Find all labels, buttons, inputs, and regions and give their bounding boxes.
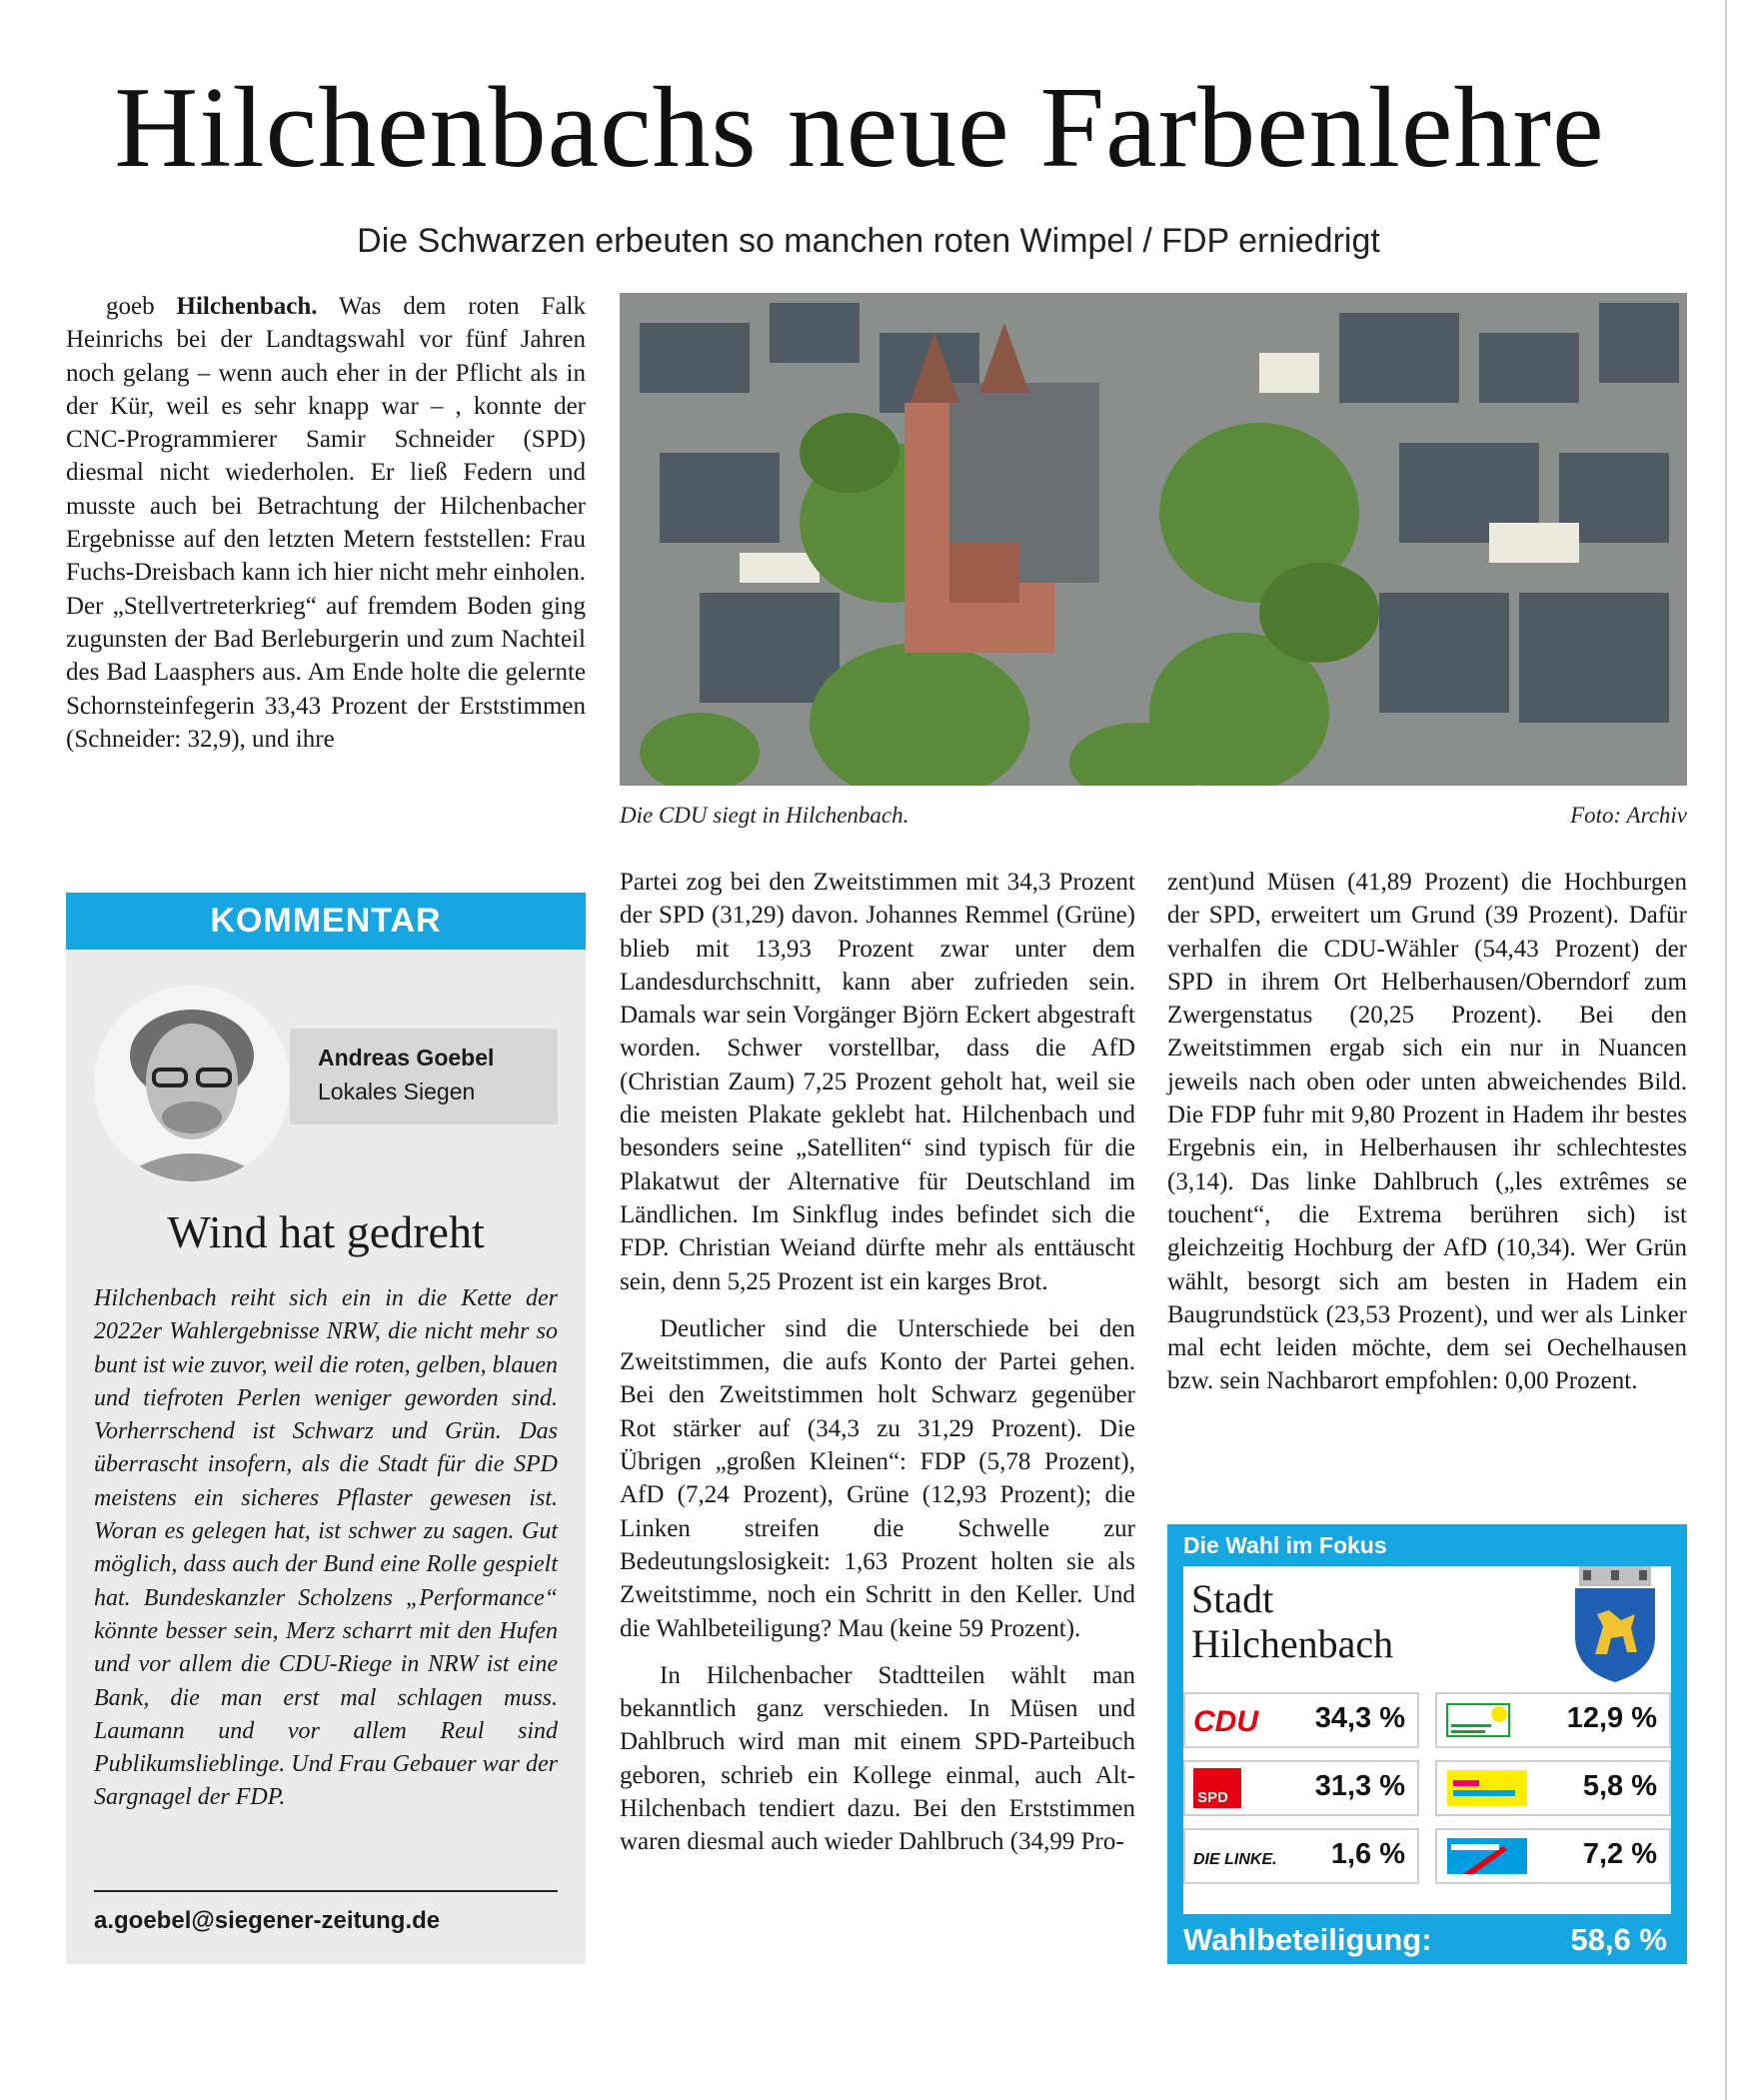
dateline-author: goeb — [106, 293, 155, 320]
spd-logo-icon — [1191, 1768, 1279, 1808]
city-line-1: Stadt — [1191, 1576, 1274, 1621]
result-value: 34,3 % — [1314, 1702, 1405, 1734]
result-value: 31,3 % — [1314, 1770, 1405, 1802]
dateline-place: Hilchenbach. — [176, 293, 318, 320]
photo-credit: Foto: Archiv — [1570, 803, 1687, 828]
commentary-box — [66, 893, 586, 1964]
city-name — [1191, 1576, 1393, 1666]
photo-caption — [620, 803, 1687, 829]
article-paragraph: zent)und Müsen (41,89 Prozent) die Hochburgen der SPD, erweitert um Grund (39 Prozent). Dafür verhalfen die CDU-Wähler (54,43 Prozent) der SPD in ihrem Ort Helberhausen/Oberndorf zum Zwergenstatus (20,25 Prozent). Bei den Zweitstimmen ergab sich ein nur in Nuancen jeweils nach oben oder unten abweichendes Bild. Die FDP fuhr mit 9,80 Prozent in Hadem ihr bestes Ergebnis ein, in Helberhausen ihr schlechtestes (3,14). Das linke Dahlbruch („les extrêmes se touchent“, die Extrema berühren sich) ist gleichzeitig Hochburg der AfD (10,34). Wer Grün wählt, besorgt sich am besten in Hadem ein Baugrundstück (23,53 Prozent), und wer als Linker mal echt leiden möchte, dem sei Oechelhausen bzw. sein Nachbarort empfohlen: 0,00 Prozent. — [1167, 869, 1687, 1395]
article-text-col1: Was dem roten Falk Heinrichs bei der Landtagswahl vor fünf Jahren noch gelang – wenn auch eher in der Pflicht als in der Kür, weil es sehr knapp war – , konnte der CNC-Programmierer Samir Schneider (SPD) diesmal nicht wiederholen. Er ließ Federn und musste auch bei Betrachtung der Hilchenbacher Ergebnisse auf den letzten Metern feststellen: Frau Fuchs-Dreisbach kann ich hier nicht mehr einholen. Der „Stellvertreterkrieg“ auf fremdem Boden ging zugunsten der Bad Berleburgerin und zum Nachteil des Bad Laasphers aus. Am Ende holte die gelernte Schornsteinfegerin 33,43 Prozent der Erststimmen (Schneider: 32,9), und ihre — [66, 293, 587, 753]
headline: Hilchenbachs neue Farbenlehre — [114, 64, 1605, 192]
coat-of-arms-icon — [1565, 1566, 1665, 1684]
result-gruene — [1435, 1692, 1671, 1748]
result-value: 12,9 % — [1566, 1702, 1657, 1734]
results-box-label: Die Wahl im Fokus — [1183, 1532, 1387, 1558]
city-line-2: Hilchenbach — [1191, 1621, 1394, 1666]
aerial-town-image — [620, 293, 1687, 786]
commentary-text: Hilchenbach reiht sich ein in die Kette der 2022er Wahlergebnisse NRW, die nicht mehr so bunt ist wie zuvor, weil die roten, gelben, blauen und tiefroten Perlen weniger geworden sind. Vorherrschend ist Schwarz und Grün. Das überrascht insofern, als die Stadt für die SPD meistens ein sicheres Pflaster gewesen ist. Woran es gelegen hat, ist schwer zu sagen. Gut möglich, dass auch der Bund eine Rolle gespielt hat. Bundeskanzler Scholzens „Performance“ könnte besser sein, Merz scharrt mit den Hufen und vor allem die CDU-Riege in NRW ist eine Bank, die man erst mal schlagen muss. Laumann und vor allem Reul sind Publikumslieblinge. Und Frau Gebauer war der Sargnagel der FDP. — [94, 1285, 558, 1811]
linke-logo-icon — [1191, 1836, 1279, 1876]
cdu-logo-icon — [1191, 1700, 1279, 1740]
afd-logo-icon — [1443, 1836, 1531, 1876]
result-value: 7,2 % — [1582, 1838, 1657, 1870]
turnout-value: 58,6 % — [1570, 1922, 1667, 1957]
svg-text:CDU: CDU — [1193, 1705, 1258, 1738]
commentary-header: KOMMENTAR — [66, 893, 586, 950]
gruene-logo-icon — [1443, 1700, 1531, 1740]
result-linke — [1183, 1828, 1419, 1884]
page-edge-rule — [1725, 0, 1727, 2100]
subheadline: Die Schwarzen erbeuten so manchen roten Wimpel / FDP erniedrigt — [357, 222, 1380, 260]
svg-text:SPD: SPD — [1197, 1789, 1228, 1806]
result-fdp — [1435, 1760, 1671, 1816]
result-cdu — [1183, 1692, 1419, 1748]
author-portrait-image — [94, 986, 290, 1181]
author-email[interactable]: a.goebel@siegener-zeitung.de — [94, 1907, 441, 1934]
result-afd — [1435, 1828, 1671, 1884]
fdp-logo-icon — [1443, 1768, 1531, 1808]
turnout-label: Wahlbeteiligung: — [1183, 1922, 1432, 1957]
author-name: Andreas Goebel — [318, 1045, 495, 1070]
author-box — [290, 1029, 558, 1124]
aerial-photo — [620, 293, 1687, 786]
article-paragraph: Deutlicher sind die Unterschiede bei den Zweitstimmen, die aufs Konto der Partei gehen. Bei den Zweitstimmen holt Schwarz gegenüber Rot stärker auf (34,3 zu 31,29 Prozent). Die Übrigen „großen Kleinen“: FDP (5,78 Prozent), AfD (7,24 Prozent), Grüne (12,93 Prozent); die Linken streifen die Schwelle zur Bedeutungslosigkeit: 1,63 Prozent holten sie als Zweitstimme, noch ein Schritt in den Keller. Und die Wahlbeteiligung? Mau (keine 59 Prozent). — [620, 1314, 1135, 1642]
svg-text:DIE LINKE.: DIE LINKE. — [1193, 1851, 1277, 1868]
author-avatar — [94, 986, 290, 1181]
election-results-box — [1167, 1524, 1687, 1964]
article-paragraph: Partei zog bei den Zweitstimmen mit 34,3 Prozent der SPD (31,29) davon. Johannes Remmel (Grüne) blieb mit 13,93 Prozent zwar unter dem Landesdurchschnitt, kann aber zufrieden sein. Damals war sein Vorgänger Björn Eckert abgestraft worden. Schwer vorstellbar, dass die AfD (Christian Zaum) 7,25 Prozent geholt hat, weil sie die meisten Plakate geklebt hat. Hilchenbach und besonders seine „Satelliten“ sind typisch für die Plakatwut der Alternative für Deutschland im Ländlichen. Im Sinkflug indes befindet sich die FDP. Christian Weiand dürfte mehr als enttäuscht sein, denn 5,25 Prozent ist ein karges Brot. — [620, 869, 1135, 1295]
commentary-title: Wind hat gedreht — [167, 1206, 485, 1257]
article-column-3 — [1167, 866, 1687, 1398]
article-paragraph: In Hilchenbacher Stadtteilen wählt man bekanntlich ganz verschieden. In Müsen und Dahlbruch wird man mit einem SPD-Parteibuch geboren, schrieb ein Kollege einmal, auch Alt-Hilchenbach tendiert dazu. Bei den Erststimmen waren diesmal auch wieder Dahlbruch (34,99 Pro- — [620, 1661, 1135, 1856]
author-department: Lokales Siegen — [318, 1078, 476, 1104]
result-value: 5,8 % — [1582, 1770, 1657, 1802]
article-column-2 — [620, 866, 1135, 1859]
result-spd — [1183, 1760, 1419, 1816]
article-column-1 — [66, 290, 586, 756]
caption-text: Die CDU siegt in Hilchenbach. — [620, 803, 909, 828]
divider — [94, 1890, 558, 1892]
result-value: 1,6 % — [1330, 1838, 1405, 1870]
